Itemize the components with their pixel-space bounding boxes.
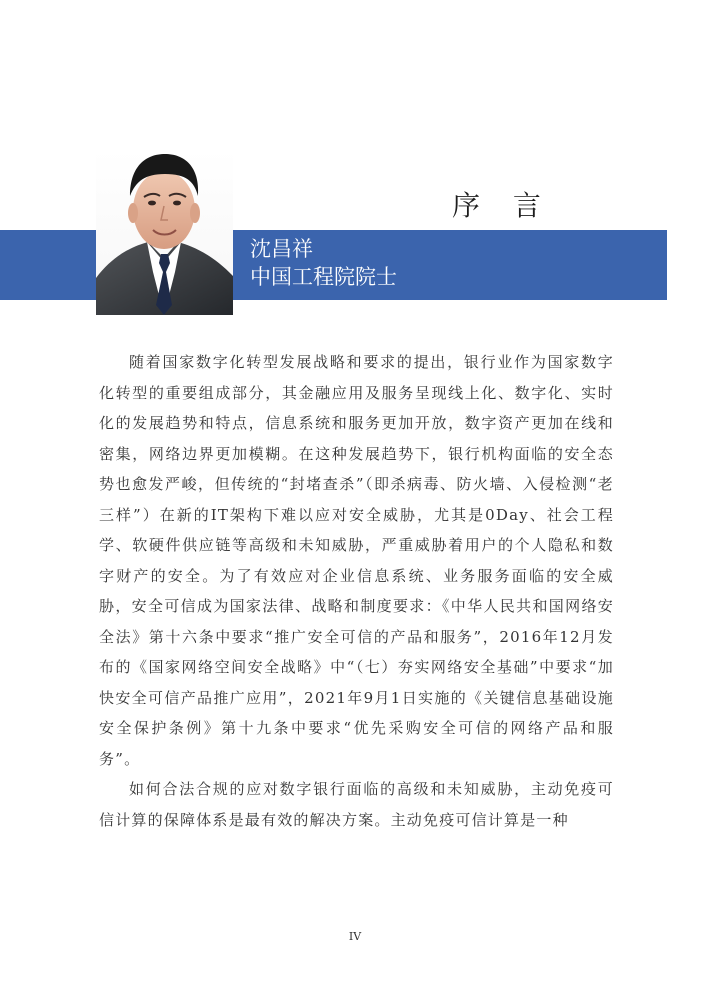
paragraph-1: 随着国家数字化转型发展战略和要求的提出，银行业作为国家数字化转型的重要组成部分，其金融应用及服务呈现线上化、数字化、实时化的发展趋势和特点，信息系统和服务更加开放，数字资产更加在线和密集，网络边界更加模糊。在这种发展趋势下，银行机构面临的安全态势也愈发严峻，但传统的“封堵查杀”（即杀病毒、防火墙、入侵检测“老三样”）在新的IT架构下难以应对安全威胁，尤其是0Day、社会工程学、软硬件供应链等高级和未知威胁，严重威胁着用户的个人隐私和数字财产的安全。为了有效应对企业信息系统、业务服务面临的安全威胁，安全可信成为国家法律、战略和制度要求：《中华人民共和国网络安全法》第十六条中要求“推广安全可信的产品和服务”，2016年12月发布的《国家网络空间安全战略》中“（七）夯实网络安全基础”中要求“加快安全可信产品推广应用”，2021年9月1日实施的《关键信息基础设施安全保护条例》第十九条中要求“优先采购安全可信的网络产品和服务”。 <box>99 353 614 768</box>
paragraph-2: 如何合法合规的应对数字银行面临的高级和未知威胁，主动免疫可信计算的保障体系是最有效的解决方案。主动免疫可信计算是一种 <box>99 780 614 829</box>
author-portrait <box>96 150 233 315</box>
page-number: IV <box>348 930 362 943</box>
preface-body <box>99 347 614 835</box>
author-title: 中国工程院院士 <box>250 265 397 289</box>
page-title: 序 言 <box>452 189 553 222</box>
author-name: 沈昌祥 <box>250 237 313 261</box>
